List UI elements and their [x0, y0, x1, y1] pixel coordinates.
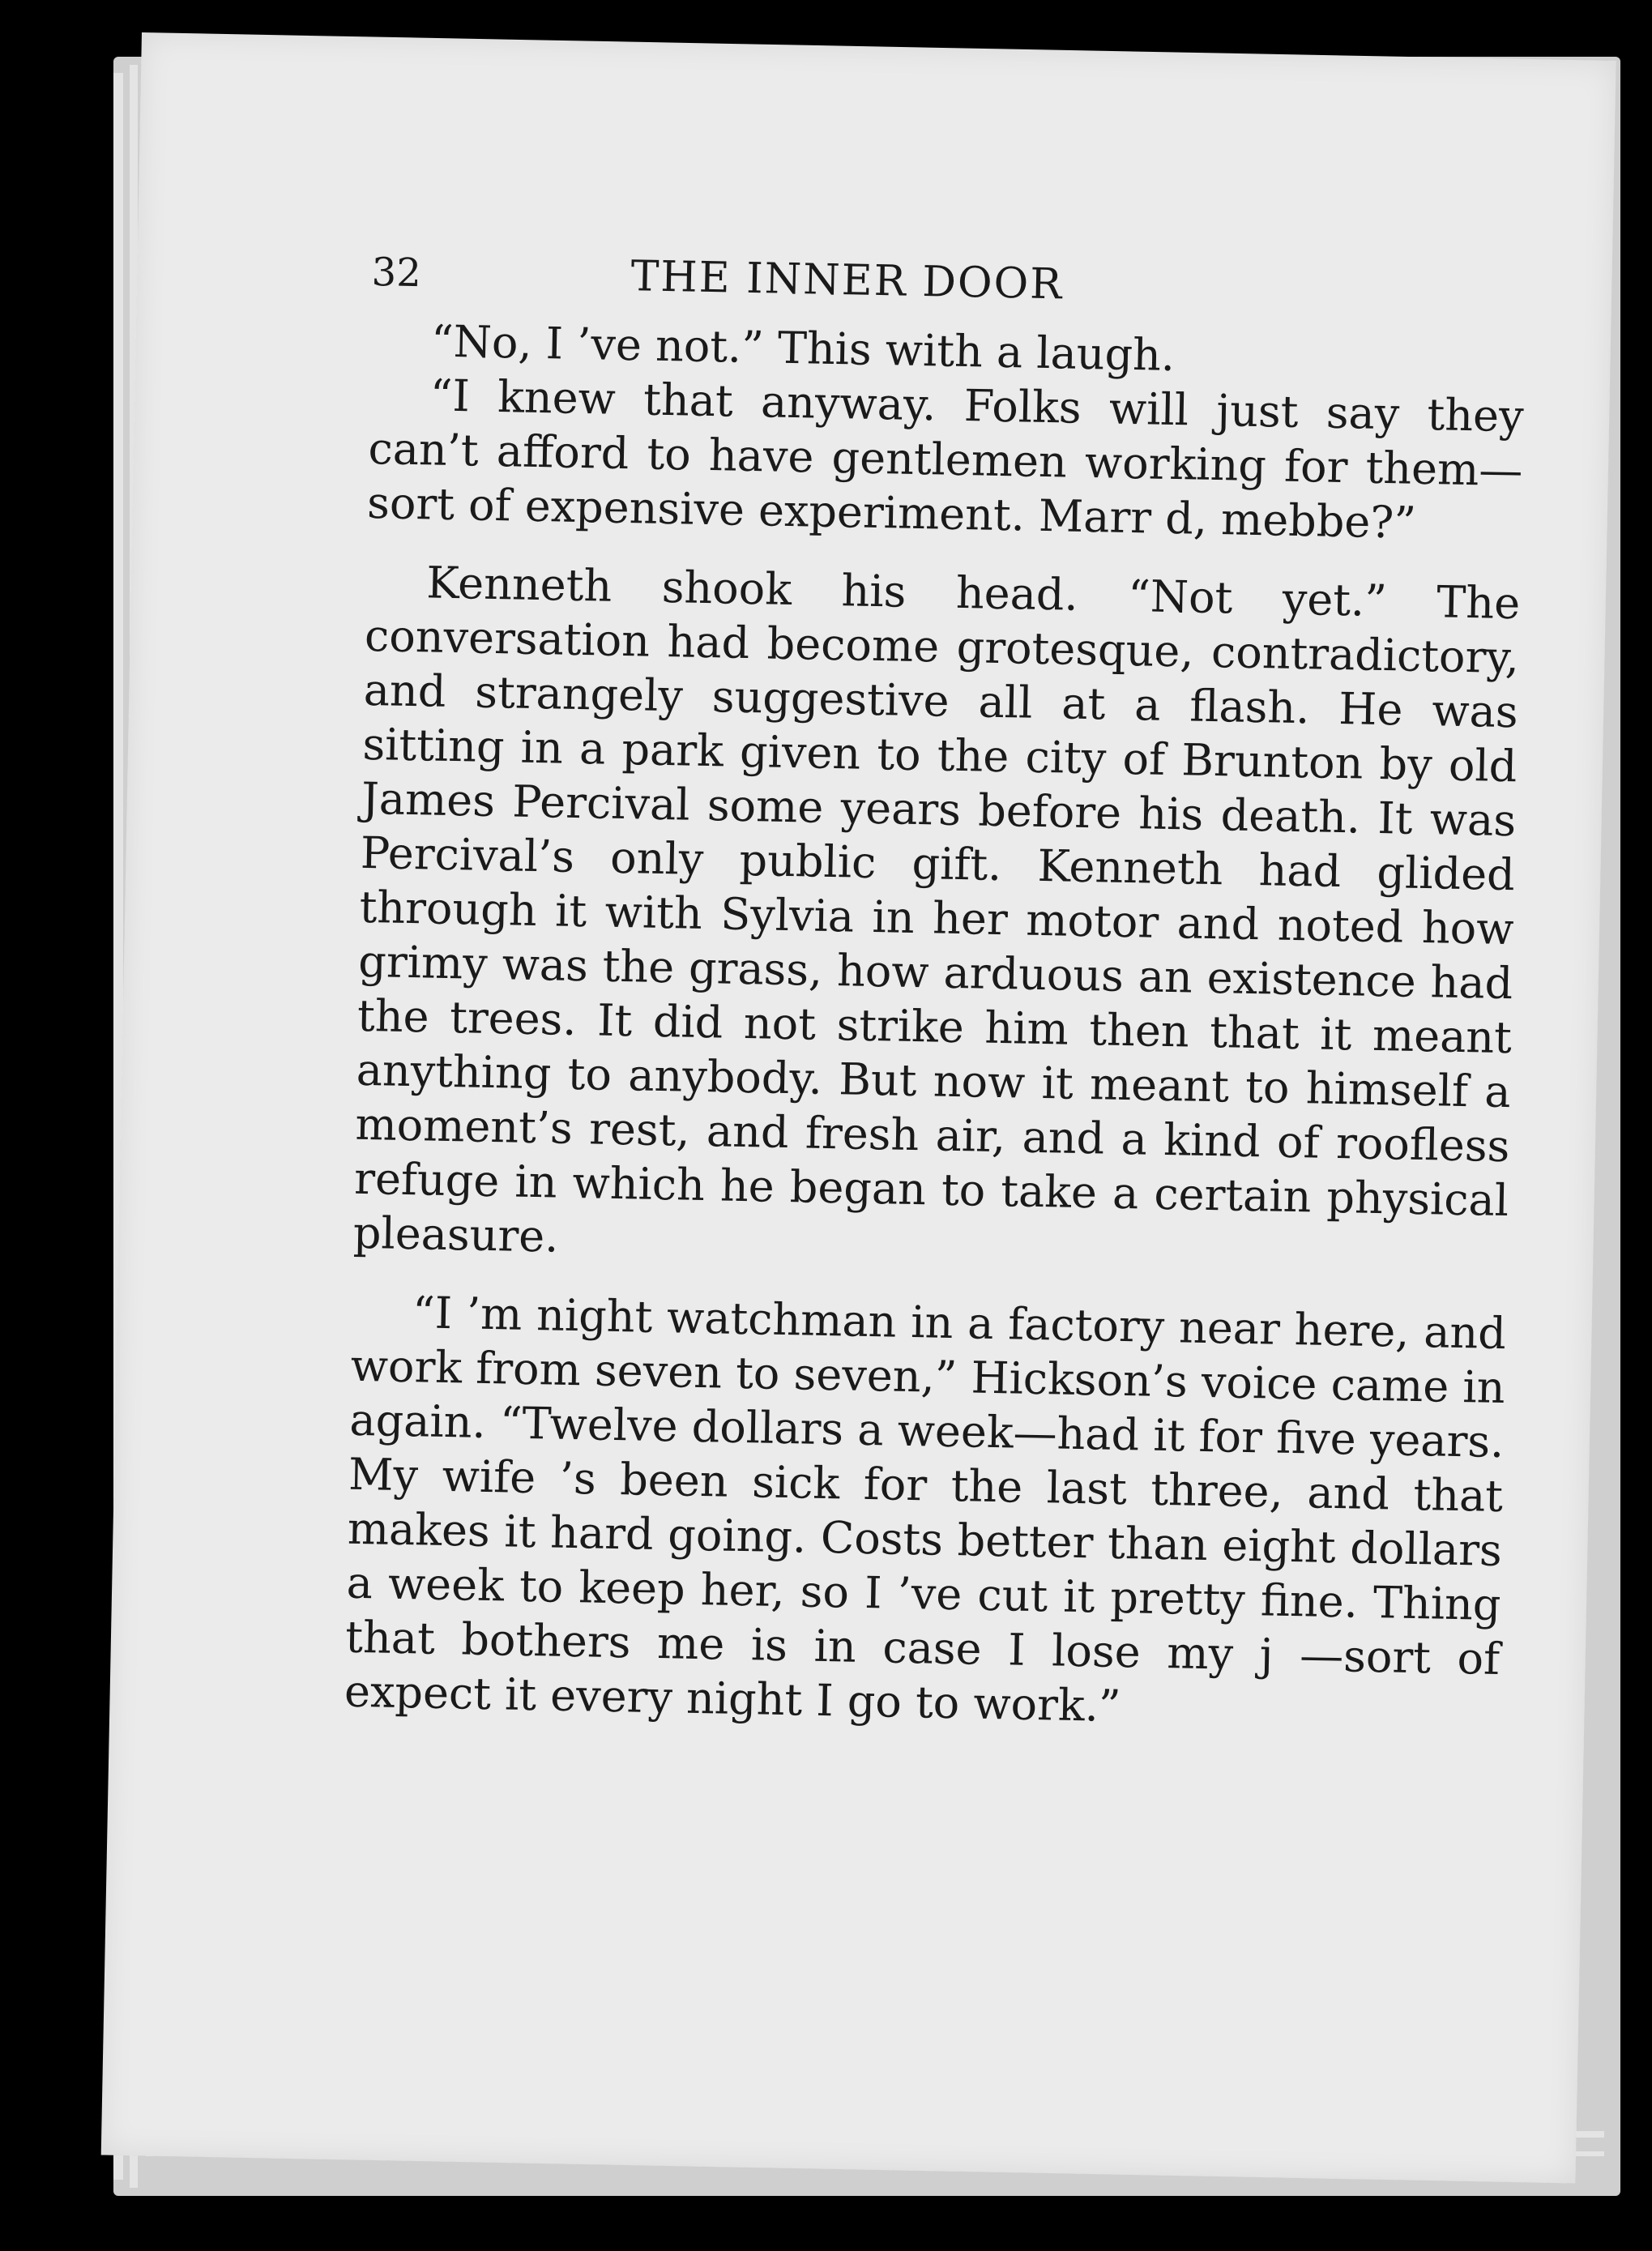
page-number: 32: [371, 249, 422, 297]
paragraph: “No, I ’ve not.” This with a laugh.: [430, 315, 1176, 382]
paragraph: “I ’m night watchman in a factory near here, and work from seven to seven,” Hickson’s voice came in again. “Twelve dollars a week—had it for five years. My wife ’s been sick for the last three, and that makes it hard going. Costs better than eight dollars a week to keep her, so I ’ve cut it pretty fine. Thing that bothers me is in case I lose my j —sort of expect it every night I go to work.”: [344, 1287, 1507, 1732]
running-title: THE INNER DOOR: [630, 252, 1064, 310]
paragraph: Kenneth shook his head. “Not yet.” The conversation had become grotesque, contradictory, and strangely suggestive all at a flash. He was sitting in a park given to the city of Brunton by old James Percival some years before his death. It was Percival’s only public gift. Kenneth had glided through it with Sylvia in her motor and noted how grimy was the grass, how arduous an existence had the trees. It did not strike him then that it meant anything to anybody. But now it meant to himself a moment’s rest, and fresh air, and a kind of roofless refuge in which he began to take a certain physical pleasure.: [352, 557, 1521, 1262]
page-text-block: [344, 219, 1527, 1750]
paragraph: “I knew that anyway. Folks will just say they can’t afford to have gentlemen working for them—sort of expensive experiment. Marr d, mebbe?”: [366, 369, 1525, 549]
